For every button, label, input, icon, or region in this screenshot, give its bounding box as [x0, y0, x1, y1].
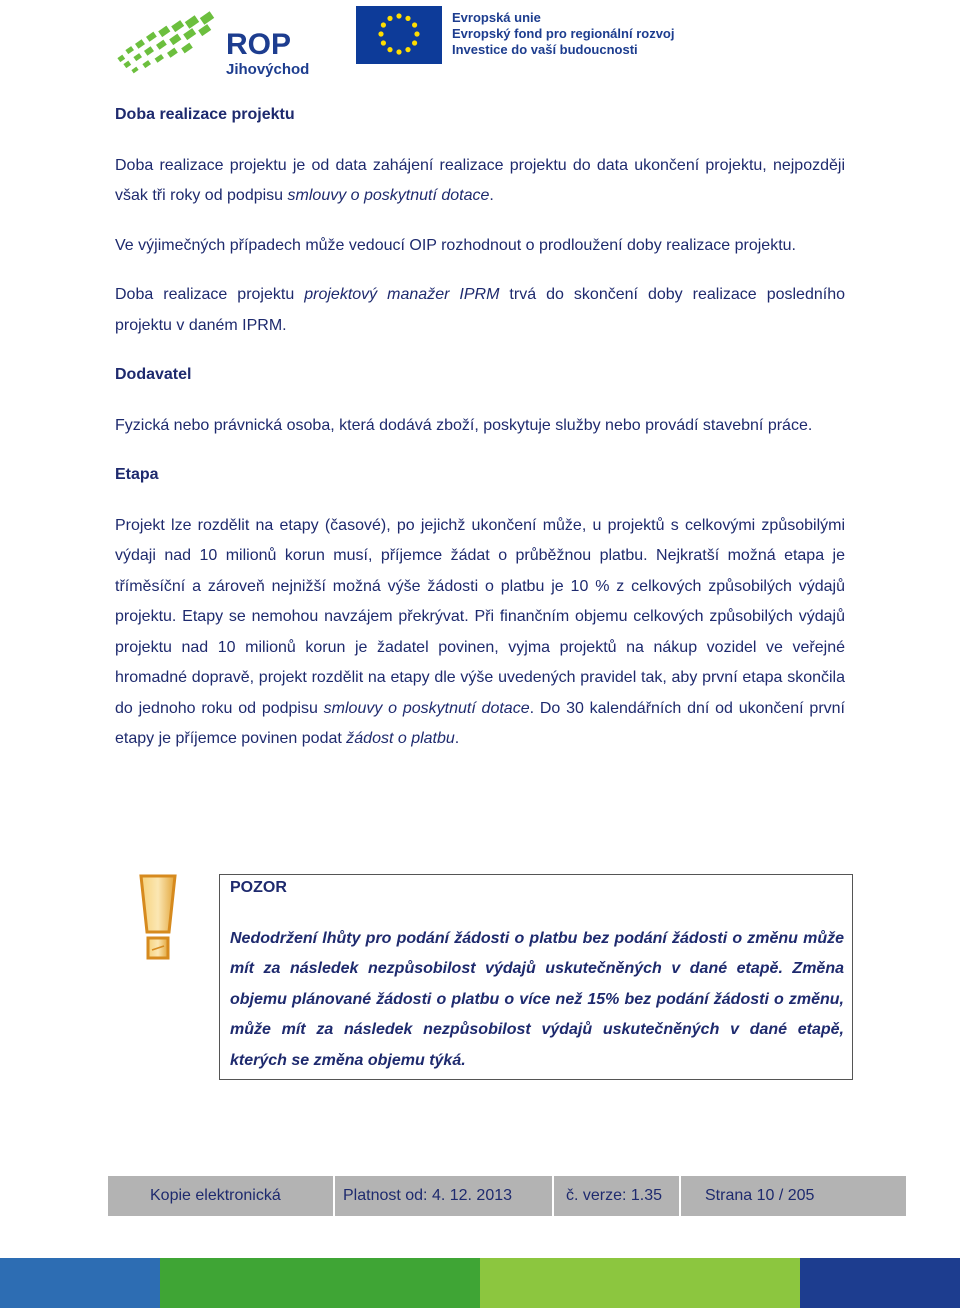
eu-line-2: Evropský fond pro regionální rozvoj [452, 26, 675, 41]
heading-dodavatel: Dodavatel [115, 366, 192, 383]
warning-text: Nedodržení lhůty pro podání žádosti o platbu bez podání žádosti o změnu může mít za následek nezpůsobilost výdajů uskutečněných v dané etapě. Změna objemu plánované žádosti o platbu o více než 15% bez podání žádosti o změnu, může mít za následek nezpůsobilost výdajů uskutečněných v dané etapě, kterých se změna objemu týká. [230, 929, 844, 1069]
term-smlouva-2: smlouvy o poskytnutí dotace [323, 699, 530, 717]
stripe-green [160, 1258, 480, 1308]
footer-copy-type: Kopie elektronická [108, 1176, 335, 1216]
footer-validity: Platnost od: 4. 12. 2013 [335, 1176, 554, 1216]
stripe-darkblue [800, 1258, 960, 1308]
term-zadost-o-platbu: žádost o platbu [346, 730, 455, 747]
document-body [115, 100, 845, 755]
paragraph-doba-2: Ve výjimečných případech může vedoucí OIP rozhodnout o prodloužení doby realizace projektu. [115, 236, 796, 254]
stripe-blue [0, 1258, 160, 1308]
bottom-color-stripes [0, 1258, 960, 1308]
warning-title: POZOR [230, 879, 287, 896]
eu-text-block [452, 10, 674, 58]
term-smlouva: smlouvy o poskytnutí dotace [287, 187, 490, 204]
page-header [0, 0, 960, 90]
rop-logo-subtitle: Jihovýchod [226, 61, 310, 78]
page-footer [108, 1176, 906, 1216]
heading-doba-realizace: Doba realizace projektu [115, 106, 295, 123]
rop-logo-text: ROP [226, 28, 292, 61]
paragraph-dodavatel: Fyzická nebo právnická osoba, která dodává zboží, poskytuje služby nebo provádí stavební práce. [115, 416, 813, 434]
stripe-lightgreen [480, 1258, 800, 1308]
paragraph-doba-1: Doba realizace projektu je od data zahájení realizace projektu do data ukončení projektu, nejpozději však tři roky od podpisu smlouvy o poskytnutí dotace. [115, 156, 845, 204]
eu-flag-icon [356, 6, 442, 64]
heading-etapa: Etapa [115, 466, 159, 483]
footer-version: č. verze: 1.35 [554, 1176, 681, 1216]
eu-line-1: Evropská unie [452, 10, 541, 25]
term-projektovy-manazer: projektový manažer IPRM [304, 286, 500, 303]
footer-page-number: Strana 10 / 205 [705, 1187, 815, 1204]
eu-line-3: Investice do vaší budoucnosti [452, 42, 638, 57]
paragraph-doba-3: Doba realizace projektu projektový manažer IPRM trvá do skončení doby realizace posledního projektu v daném IPRM. [115, 286, 845, 334]
warning-box [219, 874, 853, 1080]
exclamation-warning-icon [138, 874, 178, 962]
paragraph-etapa: Projekt lze rozdělit na etapy (časové), po jejichž ukončení může, u projektů s celkovými způsobilými výdaji nad 10 milionů korun musí, příjemce žádat o průběžnou platbu. Nejkratší možná etapa je tříměsíční a zároveň nejnižší možná výše žádosti o platbu je 10 % z celkových způsobilých výdajů projektu. Etapy se nemohou navzájem překrývat. Při finančním objemu celkových způsobilých výdajů projektu nad 10 milionů korun je žadatel povinen, vyjma projektů na nákup vozidel ve veřejné hromadné dopravě, projekt rozdělit na etapy dle výše uvedených pravidel tak, aby první etapa skončila do jednoho roku od podpisu smlouvy o poskytnutí dotace. Do 30 kalendářních dní od ukončení první etapy je příjemce povinen podat žádost o platbu. [115, 516, 845, 747]
